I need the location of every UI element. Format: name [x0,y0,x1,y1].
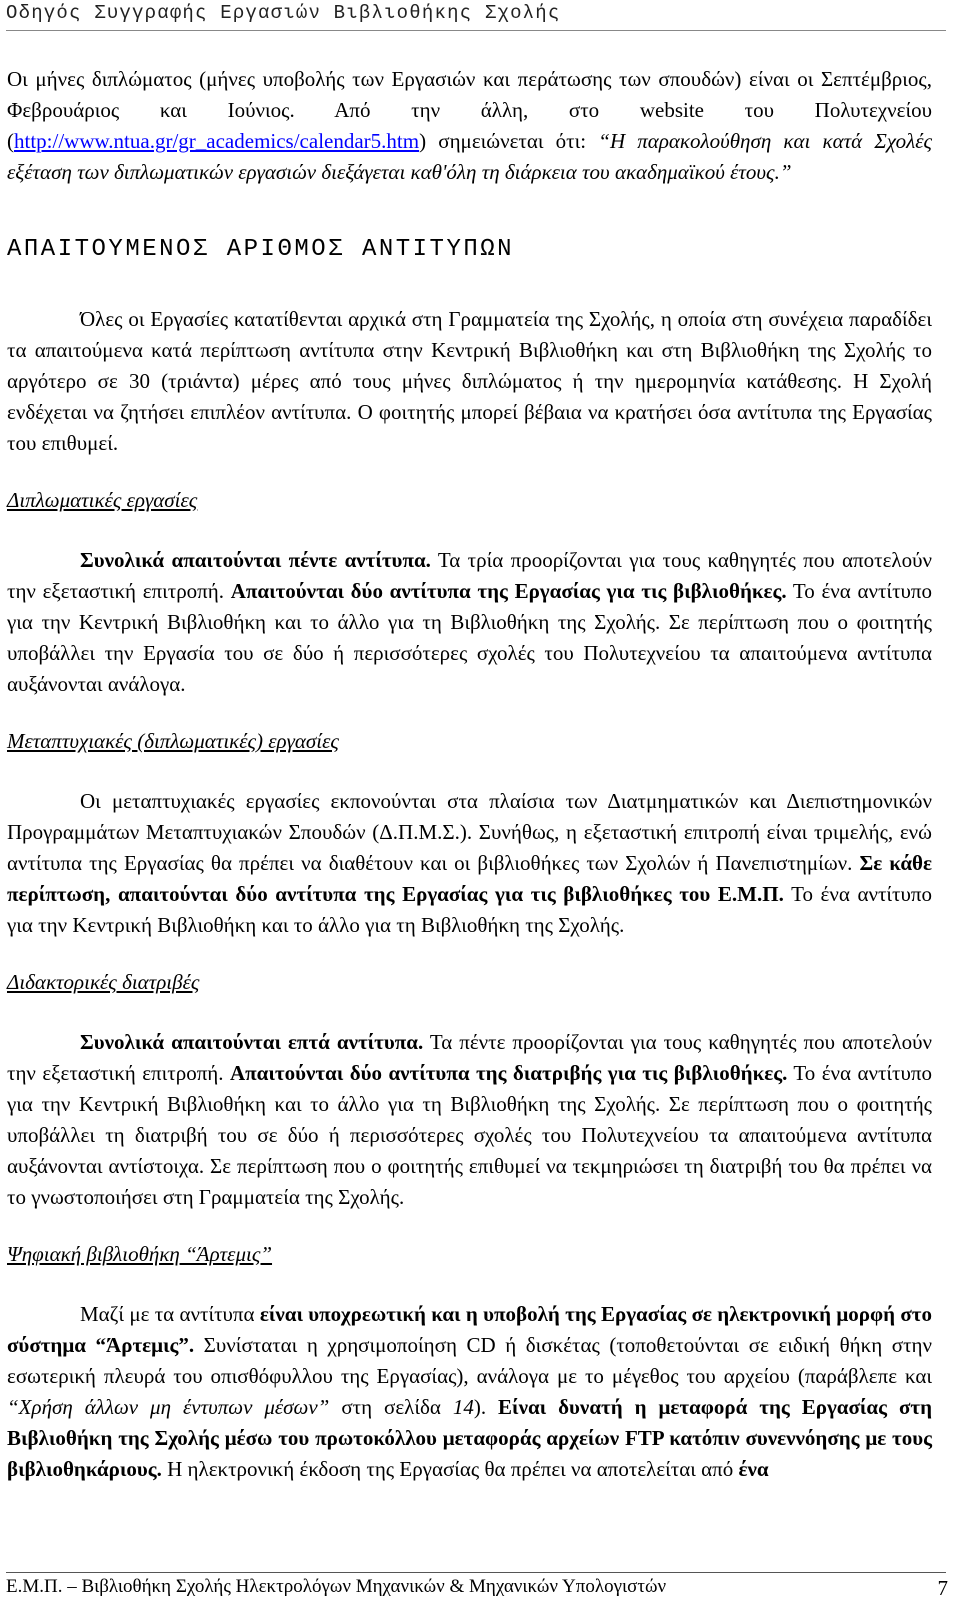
intro-text-1: Οι μήνες διπλώματος (μήνες υποβολής των Εργασιών και περάτωσης των σπουδών) είναι οι Σεπτέμβριος, Φεβρουάριος και Ιούνιος. Από την άλλη, στο website του Πολυτεχνείου ( [7,67,932,153]
digital-paragraph [7,1299,932,1485]
digital-italic-1: “Χρήση άλλων μη έντυπων μέσων” [7,1395,330,1419]
page-content [7,64,932,1485]
footer-rule [6,1572,946,1573]
postgrad-bold-1: Σε κάθε περίπτωση, απαιτούνται δύο αντίτυπα της Εργασίας για τις βιβλιοθήκες του Ε.Μ.Π. [7,851,932,906]
postgrad-text-1: Οι μεταπτυχιακές εργασίες εκπονούνται στα πλαίσια των Διατμηματικών και Διεπιστημονικών Προγραμμάτων Μεταπτυχιακών Σπουδών (Δ.Π.Μ.Σ.). Συνήθως, η εξεταστική επιτροπή είναι τριμελής, ενώ αντίτυπα της Εργασίας θα πρέπει να διαθέτουν και οι βιβλιοθήκες των Σχολών ή Πανεπιστημίων. [7,789,932,875]
doctoral-bold-1: Συνολικά απαιτούνται επτά αντίτυπα. [80,1030,424,1054]
digital-text-2: Συνίσταται η χρησιμοποίηση CD ή δισκέτας (τοποθετούνται σε ειδική θήκη στην εσωτερική πλευρά του οπισθόφυλλου της Εργασίας), ανάλογα με το μέγεθος του αρχείου (παράβλεπε και [7,1333,933,1388]
digital-text-1: Μαζί με τα αντίτυπα [80,1302,260,1326]
doctoral-heading: Διδακτορικές διατριβές [7,970,200,994]
section-title: ΑΠΑΙΤΟΥΜΕΝΟΣ ΑΡΙΘΜΟΣ ΑΝΤΙΤΥΠΩΝ [7,236,515,263]
header-rule [6,30,946,31]
digital-bold-1: είναι υποχρεωτική και η υποβολή της Εργασίας σε ηλεκτρονική μορφή στο σύστημα “Άρτεμις”. [7,1302,932,1357]
general-paragraph: Όλες οι Εργασίες κατατίθενται αρχικά στη Γραμματεία της Σχολής, η οποία στη συνέχεια παραδίδει τα απαιτούμενα κατά περίπτωση αντίτυπα στην Κεντρική Βιβλιοθήκη και στη Βιβλιοθήκη της Σχολής το αργότερο σε 30 (τριάντα) μέρες από τους μήνες διπλώματος ή την ημερομηνία κατάθεσης. Η Σχολή ενδέχεται να ζητήσει επιπλέον αντίτυπα. Ο φοιτητής μπορεί βέβαια να κρατήσει όσα αντίτυπα της Εργασίας του επιθυμεί. [7,307,932,455]
calendar-link[interactable]: http://www.ntua.gr/gr_academics/calendar5.htm [14,129,420,153]
postgrad-heading: Μεταπτυχιακές (διπλωματικές) εργασίες [7,729,339,753]
running-header: Οδηγός Συγγραφής Εργασιών Βιβλιοθήκης Σχολής [6,2,561,24]
diploma-paragraph [7,545,932,700]
intro-text-2: ) σημειώνεται ότι: [419,129,599,153]
postgrad-paragraph [7,786,932,941]
page-number: 7 [937,1576,948,1600]
footer-text: Ε.Μ.Π. – Βιβλιοθήκη Σχολής Ηλεκτρολόγων Μηχανικών & Μηχανικών Υπολογιστών [6,1576,667,1597]
intro-paragraph [7,64,932,188]
digital-text-4: ). [473,1395,499,1419]
digital-bold-3: ένα [738,1457,769,1481]
diploma-bold-2: Απαιτούνται δύο αντίτυπα της Εργασίας για τις βιβλιοθήκες. [230,579,787,603]
digital-bold-2: Είναι δυνατή η μεταφορά της Εργασίας στη Βιβλιοθήκη της Σχολής μέσω του πρωτοκόλλου μεταφοράς αρχείων FTP κατόπιν συνεννόησης με τους βιβλιοθηκάριους. [7,1395,932,1481]
digital-heading: Ψηφιακή βιβλιοθήκη “Άρτεμις” [7,1242,273,1266]
digital-page-ref: 14 [452,1395,474,1419]
digital-text-3: στη σελίδα [329,1395,453,1419]
intro-quote: “Η παρακολούθηση και κατά Σχολές εξέταση των διπλωματικών εργασιών διεξάγεται καθ'όλη τη διάρκεια του ακαδημαϊκού έτους.” [7,129,932,184]
doctoral-text-1: Τα πέντε προορίζονται για τους καθηγητές που αποτελούν την εξεταστική επιτροπή. [7,1030,932,1085]
postgrad-text-2: Το ένα αντίτυπο για την Κεντρική Βιβλιοθήκη και το άλλο για τη Βιβλιοθήκη της Σχολής. [7,882,933,937]
diploma-text-2: Το ένα αντίτυπο για την Κεντρική Βιβλιοθήκη και το άλλο για τη Βιβλιοθήκη της Σχολής. Σε περίπτωση που ο φοιτητής υποβάλλει την Εργασία του σε δύο ή περισσότερες σχολές του Πολυτεχνείου τα απαιτούμενα αντίτυπα αυξάνονται ανάλογα. [7,579,933,696]
diploma-bold-1: Συνολικά απαιτούνται πέντε αντίτυπα. [80,548,431,572]
diploma-text-1: Τα τρία προορίζονται για τους καθηγητές που αποτελούν την εξεταστική επιτροπή. [7,548,932,603]
diploma-heading: Διπλωματικές εργασίες [7,488,198,512]
doctoral-paragraph [7,1027,932,1213]
doctoral-text-2: Το ένα αντίτυπο για την Κεντρική Βιβλιοθήκη και το άλλο για τη Βιβλιοθήκη της Σχολής. Σε περίπτωση που ο φοιτητής υποβάλλει τη διατριβή του σε δύο ή περισσότερες σχολές του Πολυτεχνείου τα απαιτούμενα αντίτυπα αυξάνονται αντίστοιχα. Σε περίπτωση που ο φοιτητής επιθυμεί να τεκμηριώσει τη διατριβή του θα πρέπει να το γνωστοποιήσει στη Γραμματεία της Σχολής. [7,1061,932,1209]
doctoral-bold-2: Απαιτούνται δύο αντίτυπα της διατριβής για τις βιβλιοθήκες. [229,1061,788,1085]
digital-text-5: Η ηλεκτρονική έκδοση της Εργασίας θα πρέπει να αποτελείται από [161,1457,739,1481]
